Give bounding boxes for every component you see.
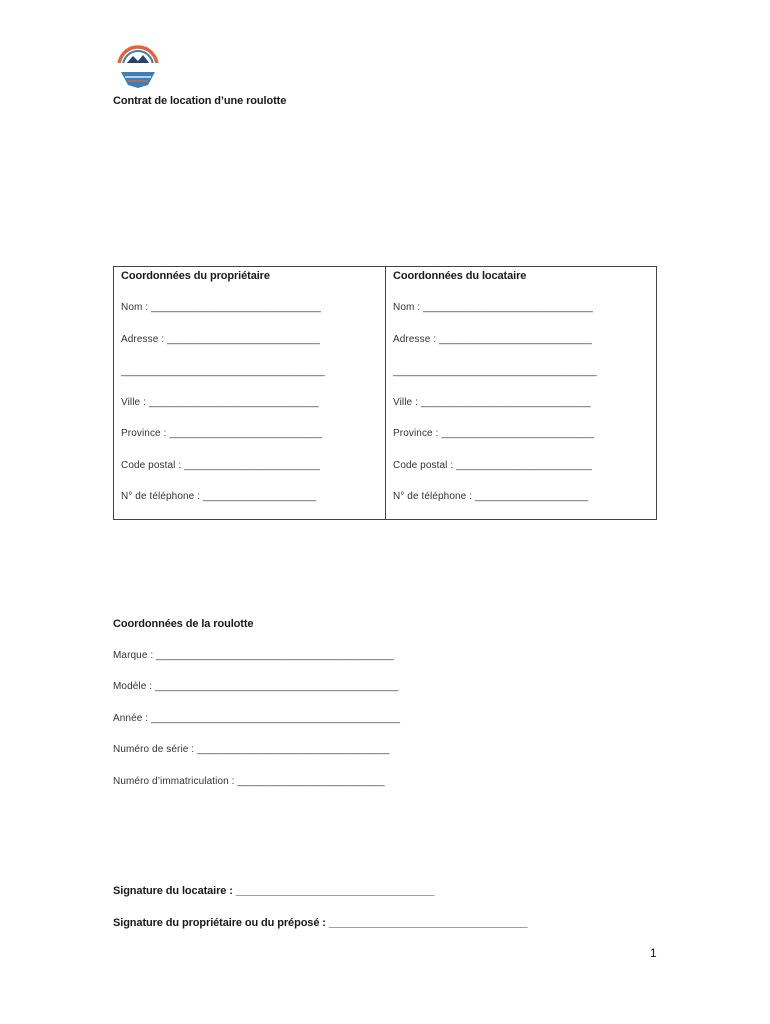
page-number: 1	[650, 946, 657, 960]
trailer-year-field[interactable]: Année : ____________________________________________	[113, 713, 401, 724]
trailer-heading: Coordonnées de la roulotte	[113, 618, 254, 630]
renter-address-field[interactable]: Adresse : ___________________________	[393, 334, 592, 345]
trailer-serial-field[interactable]: Numéro de série : __________________________________	[113, 744, 390, 755]
renter-phone-field[interactable]: N° de téléphone : ____________________	[393, 491, 589, 502]
trailer-model-field[interactable]: Modèle : ___________________________________________	[113, 681, 399, 692]
trailer-make-field[interactable]: Marque : __________________________________________	[113, 650, 394, 661]
renter-city-field[interactable]: Ville : ______________________________	[393, 397, 591, 408]
renter-postal-code-field[interactable]: Code postal : ________________________	[393, 460, 592, 471]
owner-name-field[interactable]: Nom : ______________________________	[121, 302, 321, 313]
trailer-registration-field[interactable]: Numéro d’immatriculation : __________________________	[113, 776, 385, 787]
document-title: Contrat de location d’une roulotte	[113, 95, 287, 107]
renter-column	[385, 267, 656, 519]
renter-heading: Coordonnées du locataire	[393, 270, 527, 282]
owner-column	[114, 267, 385, 519]
renter-province-field[interactable]: Province : ___________________________	[393, 428, 595, 439]
owner-province-field[interactable]: Province : ___________________________	[121, 428, 323, 439]
owner-heading: Coordonnées du propriétaire	[121, 270, 270, 282]
owner-phone-field[interactable]: N° de téléphone : ____________________	[121, 491, 317, 502]
owner-signature-field[interactable]: Signature du propriétaire ou du préposé : _________________________________	[113, 917, 528, 929]
owner-postal-code-field[interactable]: Code postal : ________________________	[121, 460, 320, 471]
renter-signature-field[interactable]: Signature du locataire : _________________________________	[113, 885, 435, 897]
renter-name-field[interactable]: Nom : ______________________________	[393, 302, 593, 313]
renter-address-line2-field[interactable]: ____________________________________	[393, 366, 597, 377]
owner-address-field[interactable]: Adresse : ___________________________	[121, 334, 320, 345]
company-logo	[113, 44, 163, 90]
owner-city-field[interactable]: Ville : ______________________________	[121, 397, 319, 408]
roulotte-logo-icon	[113, 44, 163, 90]
owner-address-line2-field[interactable]: ____________________________________	[121, 366, 325, 377]
contact-table	[113, 266, 657, 520]
